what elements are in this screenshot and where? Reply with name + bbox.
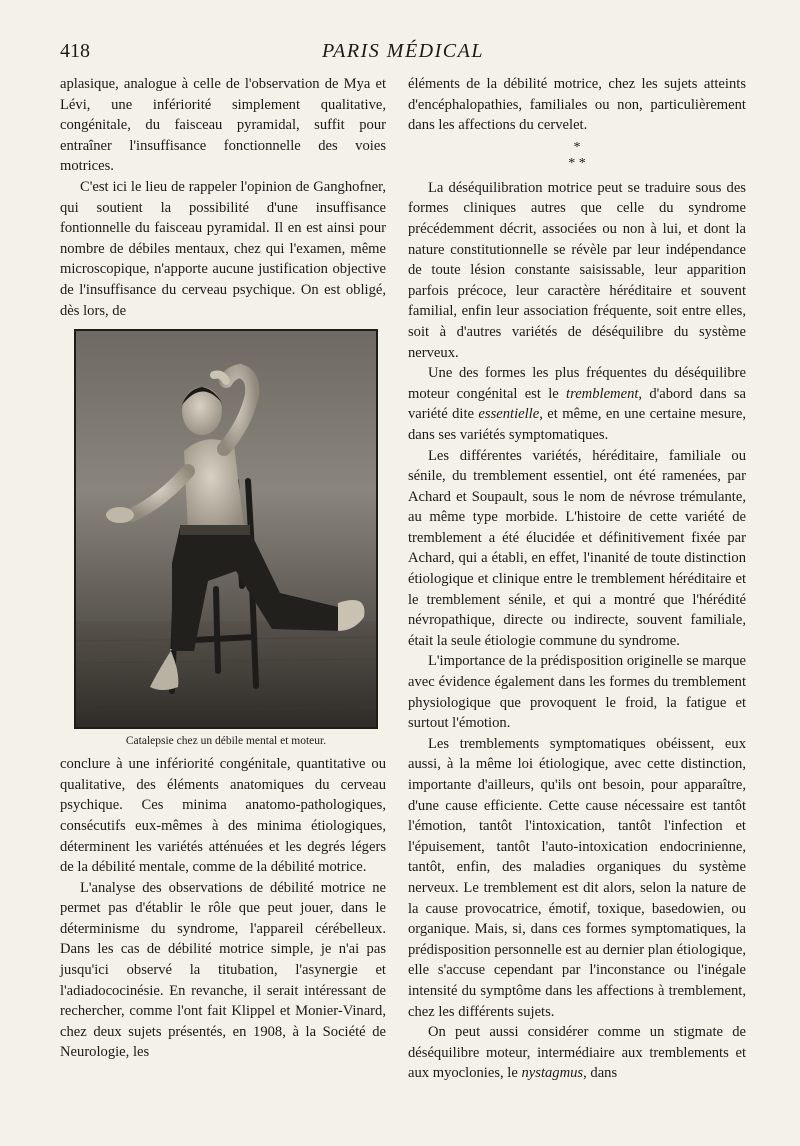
figure (74, 329, 378, 748)
figure-caption: Catalepsie chez un débile mental et moteur. (125, 735, 327, 748)
right-paragraph-2: La déséquilibration motrice peut se traduire sous des formes cliniques autres que celle du syndrome précédemment décrit, associées ou non à lui, et dont la nature constitutionnelle se révèle par leur indépendance de toute lésion constante saisissable, leur apparition parfois précoce, leur caractère héréditaire et souvent familial, enfin leur association fréquente, soit entre elles, soit à d'autres variétés de déséquilibre du système nerveux. (408, 179, 746, 361)
catalepsy-photograph (74, 329, 378, 729)
p3-term-essentielle: essentielle (478, 406, 540, 423)
p7-term-nystagmus: nystagmus (521, 1065, 584, 1082)
left-paragraph-3: conclure à une infériorité congénitale, quantitative ou qualitative, des éléments anatomiques du cerveau psychique. Ces minima anatomo-pathologiques, consécutifs eux-mêmes à des minima étiologiques, déterminent les variétés atténuées et les degrés légers de la débilité mentale, comme de la débilité motrice. (60, 756, 386, 876)
p7-text-b: , dans (583, 1065, 618, 1082)
right-paragraph-3 (408, 363, 746, 445)
journal-title: PARIS MÉDICAL (322, 40, 484, 62)
separator-star-top: * (573, 139, 581, 155)
p3-term-tremblement: tremblement (566, 385, 639, 402)
right-paragraph-1: éléments de la débilité motrice, chez les sujets atteints d'encéphalopathies, familiales ou non, particulièrement dans les affections du cervelet. (408, 76, 746, 134)
page-number: 418 (60, 40, 90, 62)
p3-text-c: , et même, en une certaine mesure, dans ses variétés symptomatiques. (408, 406, 746, 443)
page-header (60, 40, 746, 70)
separator-stars-bottom: * * (568, 155, 586, 171)
right-paragraph-7 (408, 1022, 746, 1084)
right-paragraph-5: L'importance de la prédisposition originelle se marque avec évidence également dans les formes du tremblement physiologique que provoquent le froid, la fatigue et surtout l'émotion. (408, 653, 746, 732)
left-paragraph-1: aplasique, analogue à celle de l'observation de Mya et Lévi, une infériorité simplement qualitative, congénitale, du faisceau pyramidal, suffit pour entraîner l'insuffisance fonctionnelle des voies motrices. (60, 76, 386, 175)
p7-text-a: On peut aussi considérer comme un stigmate de déséquilibre moteur, intermédiaire aux tremblements et aux myoclonies, le (408, 1024, 746, 1082)
right-paragraph-6: Les tremblements symptomatiques obéissent, eux aussi, à la même loi étiologique, avec cette distinction, importante d'ailleurs, qu'ils ont besoin, pour apparaître, d'une cause efficiente. Cette cause nécessaire est tantôt l'émotion, tantôt l'intoxication, tantôt l'infection et l'épuisement, tantôt l'auto-intoxication endocrinienne, tantôt, enfin, des maladies organiques du système nerveux. Le tremblement est dit alors, selon la nature de la cause provocatrice, émotif, toxique, basedowien, ou organique. Mais, si, dans ces formes symptomatiques, la prédisposition personnelle est au dernier plan étiologique, elle s'accuse cependant par l'inconstance ou l'inégale intensité du symptôme dans les affections à tremblement, chez les différents sujets. (408, 735, 746, 1020)
p3-text-b: , d'abord dans sa variété dite (408, 385, 746, 423)
left-paragraph-4: L'analyse des observations de débilité motrice ne permet pas d'établir le rôle que peut jouer, dans le déterminisme du syndrome, l'appareil cérébelleux. Dans les cas de débilité motrice simple, je n'ai pas jusqu'ici observé la titubation, l'asynergie et l'adiadococinésie. En revanche, il serait intéressant de rechercher, comme l'ont fait Klippel et Monier-Vinard, chez deux sujets présentés, en 1908, à la Société de Neurologie, les (60, 879, 386, 1061)
right-paragraph-4: Les différentes variétés, héréditaire, familiale ou sénile, du tremblement essentiel, ont été ramenées, par Achard et Soupault, sous le nom de névrose trémulante, au même type morbide. L'histoire de cette variété de tremblement a été élucidée et définitivement fixée par Achard, qui a établi, en effet, l'inanité de toute distinction étiologique et clinique entre le tremblement héréditaire et le tremblement sénile, et qui a montré que l'hérédité névropathique, directe ou indirecte, souvent familiale, était la seule étiologie commune du syndrome. (408, 447, 746, 649)
left-column (60, 74, 386, 1063)
right-column (408, 74, 746, 1084)
left-paragraph-2: C'est ici le lieu de rappeler l'opinion de Ganghofner, qui soutient la possibilité d'une insuffisance fontionnelle du faisceau pyramidal. Il en est ainsi pour nombre de débiles mentaux, chez qui l'examen, même microscopique, n'apporte aucune justification objective de l'insuffisance du cerveau psychique. On est obligé, dès lors, de (60, 178, 386, 319)
p3-text-a: Une des formes les plus fréquentes du déséquilibre moteur congénital est le (408, 365, 746, 402)
section-separator (408, 140, 746, 172)
